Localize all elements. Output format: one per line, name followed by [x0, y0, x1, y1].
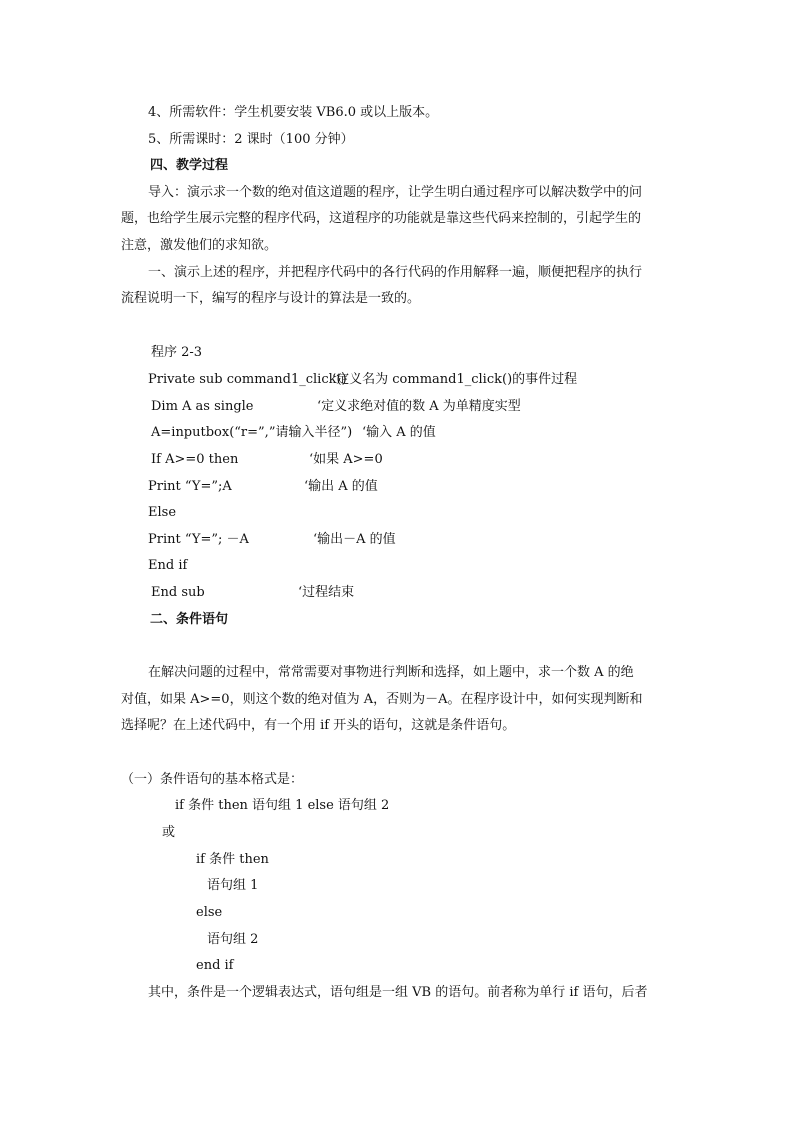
section-heading-teaching-process: 四、教学过程: [150, 158, 229, 173]
step1-line-1: 一、演示上述的程序，并把程序代码中的各行代码的作用解释一遍，顺便把程序的执行: [148, 265, 643, 280]
code-comment: ‘输出－A 的值: [313, 532, 396, 547]
conditional-para-line-1: 在解决问题的过程中，常常需要对事物进行判断和选择，如上题中，求一个数 A 的绝: [148, 665, 634, 680]
software-requirement: 4、所需软件：学生机要安装 VB6.0 或以上版本。: [148, 105, 439, 120]
step1-line-2: 流程说明一下，编写的程序与设计的算法是一致的。: [121, 291, 421, 306]
syntax-or: 或: [162, 825, 176, 840]
code-comment: ‘如果 A>=0: [309, 452, 383, 467]
syntax-block-line: 语句组 2: [207, 932, 259, 947]
syntax-block-line: if 条件 then: [196, 852, 269, 867]
class-hours: 5、所需课时：2 课时（100 分钟）: [148, 132, 354, 147]
code-line: Dim A as single: [151, 399, 254, 414]
conditional-para-line-2: 对值，如果 A>=0，则这个数的绝对值为 A，否则为－A。在程序设计中，如何实现判断和: [121, 692, 643, 707]
syntax-closing-line: 其中，条件是一个逻辑表达式，语句组是一组 VB 的语句。前者称为单行 if 语句，后者: [148, 985, 648, 1000]
intro-line-3: 注意，激发他们的求知欲。: [121, 238, 278, 253]
code-line: End if: [148, 558, 188, 573]
code-comment: ‘过程结束: [298, 585, 355, 600]
code-line: Print “Y=”; －A: [148, 532, 249, 547]
syntax-heading: （一）条件语句的基本格式是：: [121, 772, 304, 787]
intro-line-2: 题，也给学生展示完整的程序代码，这道程序的功能就是靠这些代码来控制的，引起学生的: [121, 211, 642, 226]
section-heading-conditional: 二、条件语句: [150, 612, 229, 627]
code-line: Private sub command1_click(): [148, 372, 347, 387]
intro-line-1: 导入：演示求一个数的绝对值这道题的程序，让学生明白通过程序可以解决数学中的问: [148, 185, 643, 200]
syntax-block-line: end if: [196, 958, 234, 973]
code-line: End sub: [151, 585, 205, 600]
code-comment: ‘定义名为 command1_click()的事件过程: [332, 372, 578, 387]
code-line: Else: [148, 505, 177, 520]
code-comment: ‘输入 A 的值: [362, 425, 436, 440]
program-title: 程序 2-3: [151, 345, 203, 360]
syntax-block-line: else: [196, 905, 223, 920]
code-line: Print “Y=”;A: [148, 479, 232, 494]
code-comment: ‘输出 A 的值: [304, 479, 378, 494]
syntax-block-line: 语句组 1: [207, 878, 259, 893]
code-line: If A>=0 then: [151, 452, 239, 467]
syntax-single-line: if 条件 then 语句组 1 else 语句组 2: [175, 798, 390, 813]
code-comment: ‘定义求绝对值的数 A 为单精度实型: [317, 399, 521, 414]
conditional-para-line-3: 选择呢？在上述代码中，有一个用 if 开头的语句，这就是条件语句。: [121, 718, 516, 733]
code-line: A=inputbox(“r=”,”请输入半径”): [151, 425, 353, 440]
